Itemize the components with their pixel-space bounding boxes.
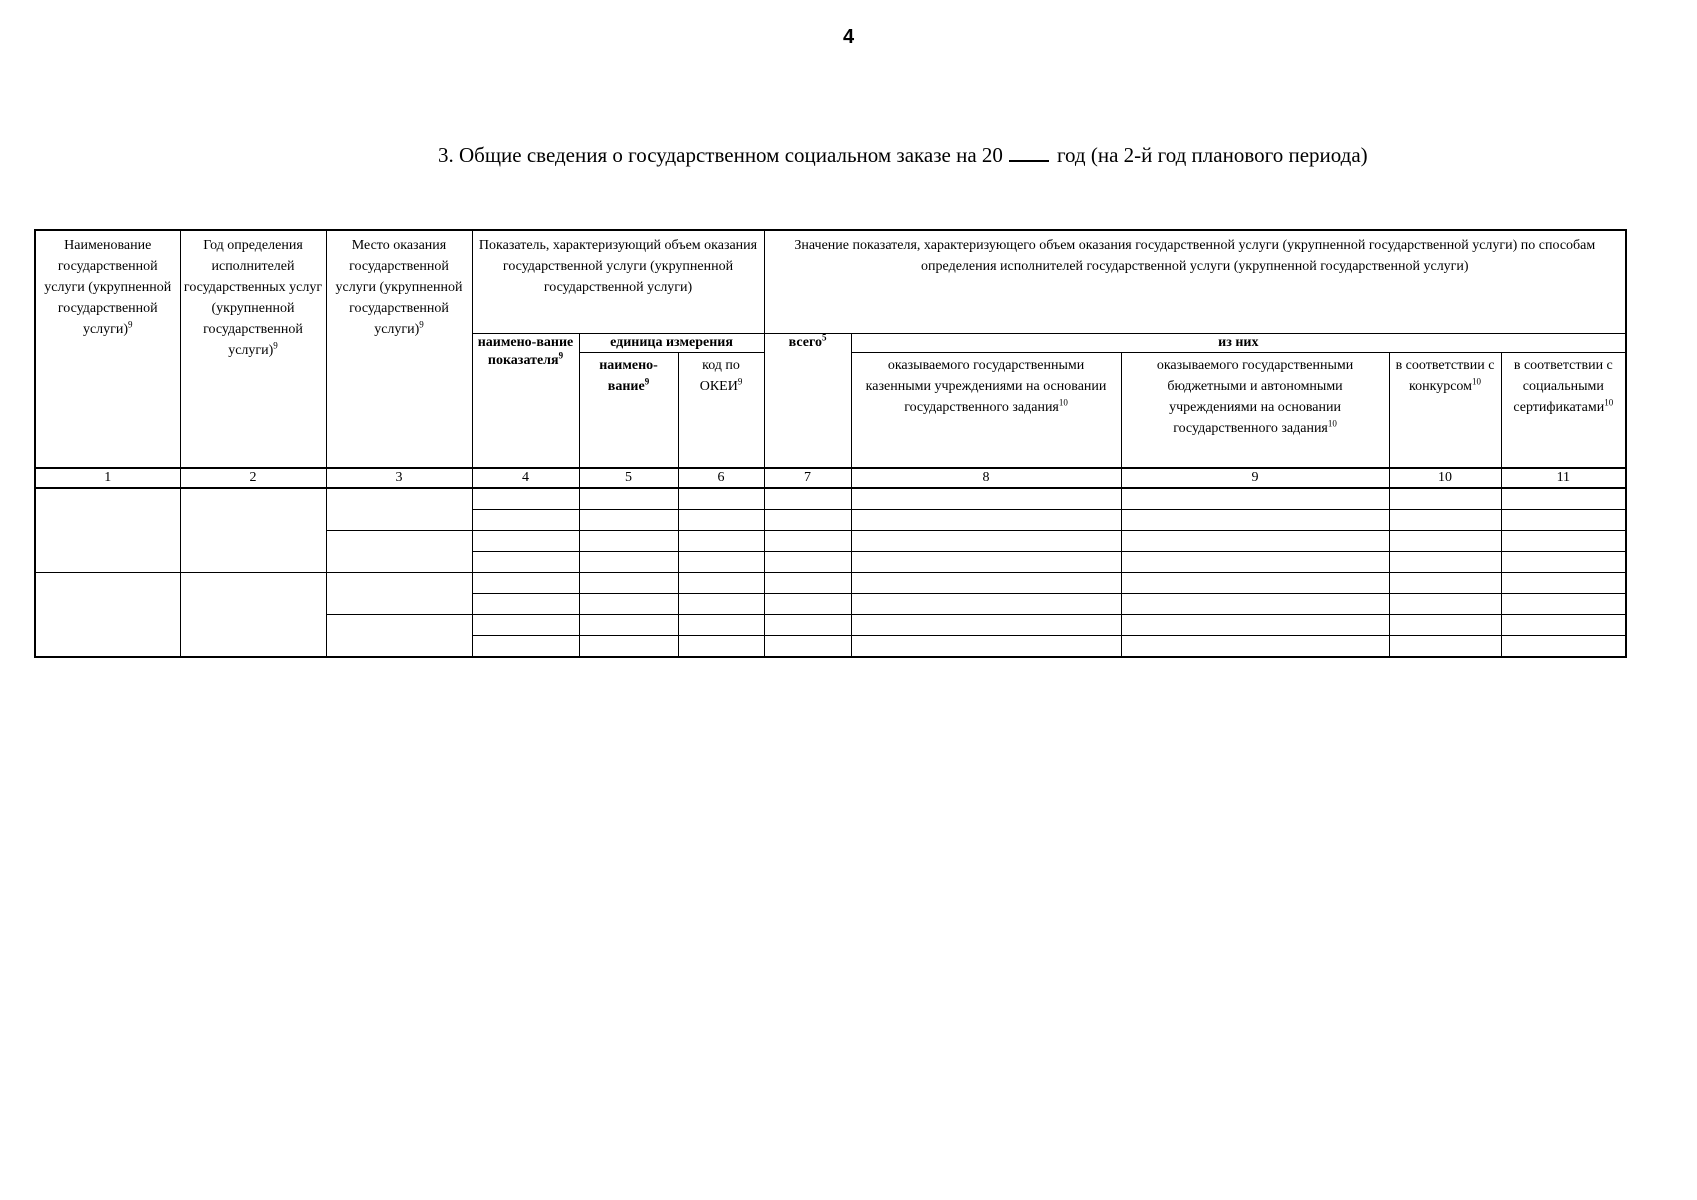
- table-cell[interactable]: [1121, 510, 1389, 531]
- table-cell[interactable]: [1501, 594, 1626, 615]
- table-cell[interactable]: [472, 615, 579, 636]
- table-cell[interactable]: [764, 615, 851, 636]
- table-cell[interactable]: [1389, 488, 1501, 510]
- table-cell[interactable]: [1121, 594, 1389, 615]
- table-cell[interactable]: [764, 531, 851, 552]
- table-cell[interactable]: [472, 510, 579, 531]
- service-place-cell[interactable]: [326, 531, 472, 573]
- table-cell[interactable]: [579, 510, 678, 531]
- table-cell[interactable]: [1501, 531, 1626, 552]
- table-cell[interactable]: [1389, 573, 1501, 594]
- table-cell[interactable]: [579, 636, 678, 658]
- header-value-group: Значение показателя, характеризующего объем оказания государственной услуги (укрупненной государственной услуги) по способам определения исполнителей государственной услуги (укрупненной государственной услуги): [764, 230, 1626, 334]
- section-title-text: 3. Общие сведения о государственном социальном заказе на 20: [438, 143, 1003, 167]
- table-cell[interactable]: [1121, 636, 1389, 658]
- table-cell[interactable]: [678, 552, 764, 573]
- column-number: 1: [35, 468, 180, 488]
- table-cell[interactable]: [1121, 573, 1389, 594]
- header-indicator-name: наимено-вание показателя$^9$: [472, 334, 579, 469]
- table-cell[interactable]: [1121, 531, 1389, 552]
- table-row: [35, 488, 1626, 510]
- table-cell[interactable]: [472, 594, 579, 615]
- table-cell[interactable]: [851, 636, 1121, 658]
- table-cell[interactable]: [678, 488, 764, 510]
- table-cell[interactable]: [579, 615, 678, 636]
- column-number: 3: [326, 468, 472, 488]
- service-place-cell[interactable]: [326, 573, 472, 615]
- header-competition: в соответствии с конкурсом$^{10}$: [1389, 353, 1501, 469]
- table-cell[interactable]: [1389, 615, 1501, 636]
- header-certificates: в соответствии с социальными сертификатами$^{10}$: [1501, 353, 1626, 469]
- table-cell[interactable]: [764, 552, 851, 573]
- header-of-them: из них: [851, 334, 1626, 353]
- header-total: всего$^5$: [764, 334, 851, 469]
- table-cell[interactable]: [1501, 510, 1626, 531]
- table-cell[interactable]: [472, 531, 579, 552]
- table-cell[interactable]: [1501, 552, 1626, 573]
- table-cell[interactable]: [472, 573, 579, 594]
- executor-year-cell[interactable]: [180, 488, 326, 573]
- table-cell[interactable]: [678, 573, 764, 594]
- table-cell[interactable]: [851, 552, 1121, 573]
- table-cell[interactable]: [1389, 636, 1501, 658]
- column-number: 9: [1121, 468, 1389, 488]
- table-cell[interactable]: [678, 531, 764, 552]
- header-unit-name: наимено-вание$^9$: [579, 353, 678, 469]
- table-cell[interactable]: [1121, 552, 1389, 573]
- table-cell[interactable]: [1121, 488, 1389, 510]
- table-cell[interactable]: [1389, 510, 1501, 531]
- header-service-place: Место оказания государственной услуги (укрупненной государственной услуги)$^9$: [326, 230, 472, 468]
- table-cell[interactable]: [1389, 531, 1501, 552]
- column-number-row: [35, 468, 1626, 488]
- table-cell[interactable]: [851, 510, 1121, 531]
- year-blank-field[interactable]: [1009, 142, 1049, 162]
- table-cell[interactable]: [764, 488, 851, 510]
- header-service-name: Наименование государственной услуги (укрупненной государственной услуги)$^9$: [35, 230, 180, 468]
- table-cell[interactable]: [579, 594, 678, 615]
- table-cell[interactable]: [1501, 488, 1626, 510]
- table-cell[interactable]: [472, 552, 579, 573]
- section-title: [438, 142, 1578, 168]
- header-row-1: [35, 230, 1626, 334]
- table-cell[interactable]: [851, 594, 1121, 615]
- section-title-suffix: год (на 2-й год планового периода): [1056, 143, 1368, 167]
- social-order-table: [34, 229, 1627, 658]
- header-unit-code: код по ОКЕИ$^9$: [678, 353, 764, 469]
- table-cell[interactable]: [851, 573, 1121, 594]
- column-number: 4: [472, 468, 579, 488]
- header-budget-institutions: оказываемого государственными бюджетными и автономными учреждениями на основании государственного задания$^{10}$: [1121, 353, 1389, 469]
- table-cell[interactable]: [678, 636, 764, 658]
- table-cell[interactable]: [1389, 594, 1501, 615]
- table-cell[interactable]: [851, 488, 1121, 510]
- service-name-cell[interactable]: [35, 488, 180, 573]
- table-cell[interactable]: [579, 552, 678, 573]
- page-number: 4: [842, 26, 855, 48]
- table-cell[interactable]: [579, 531, 678, 552]
- column-number: 5: [579, 468, 678, 488]
- column-number: 7: [764, 468, 851, 488]
- table-cell[interactable]: [472, 636, 579, 658]
- table-row: [35, 573, 1626, 594]
- table-cell[interactable]: [678, 615, 764, 636]
- column-number: 11: [1501, 468, 1626, 488]
- column-number: 8: [851, 468, 1121, 488]
- table-cell[interactable]: [1501, 573, 1626, 594]
- table-cell[interactable]: [764, 573, 851, 594]
- table-cell[interactable]: [678, 510, 764, 531]
- table-cell[interactable]: [851, 615, 1121, 636]
- service-place-cell[interactable]: [326, 488, 472, 531]
- column-number: 6: [678, 468, 764, 488]
- column-number: 10: [1389, 468, 1501, 488]
- header-unit-group: единица измерения: [579, 334, 764, 353]
- table-cell[interactable]: [472, 488, 579, 510]
- service-name-cell[interactable]: [35, 573, 180, 658]
- table-cell[interactable]: [1389, 552, 1501, 573]
- table-cell[interactable]: [764, 636, 851, 658]
- header-executor-year: Год определения исполнителей государственных услуг (укрупненной государственной услуги)$^9$: [180, 230, 326, 468]
- column-number: 2: [180, 468, 326, 488]
- executor-year-cell[interactable]: [180, 573, 326, 658]
- table-cell[interactable]: [579, 488, 678, 510]
- table-cell[interactable]: [1121, 615, 1389, 636]
- table-cell[interactable]: [764, 594, 851, 615]
- table-cell[interactable]: [579, 573, 678, 594]
- table-cell[interactable]: [851, 531, 1121, 552]
- header-indicator-group: Показатель, характеризующий объем оказания государственной услуги (укрупненной государственной услуги): [472, 230, 764, 334]
- header-state-institutions: оказываемого государственными казенными учреждениями на основании государственного задания$^{10}$: [851, 353, 1121, 469]
- service-place-cell[interactable]: [326, 615, 472, 658]
- table-cell[interactable]: [764, 510, 851, 531]
- table-cell[interactable]: [1501, 636, 1626, 658]
- table-cell[interactable]: [1501, 615, 1626, 636]
- table-cell[interactable]: [678, 594, 764, 615]
